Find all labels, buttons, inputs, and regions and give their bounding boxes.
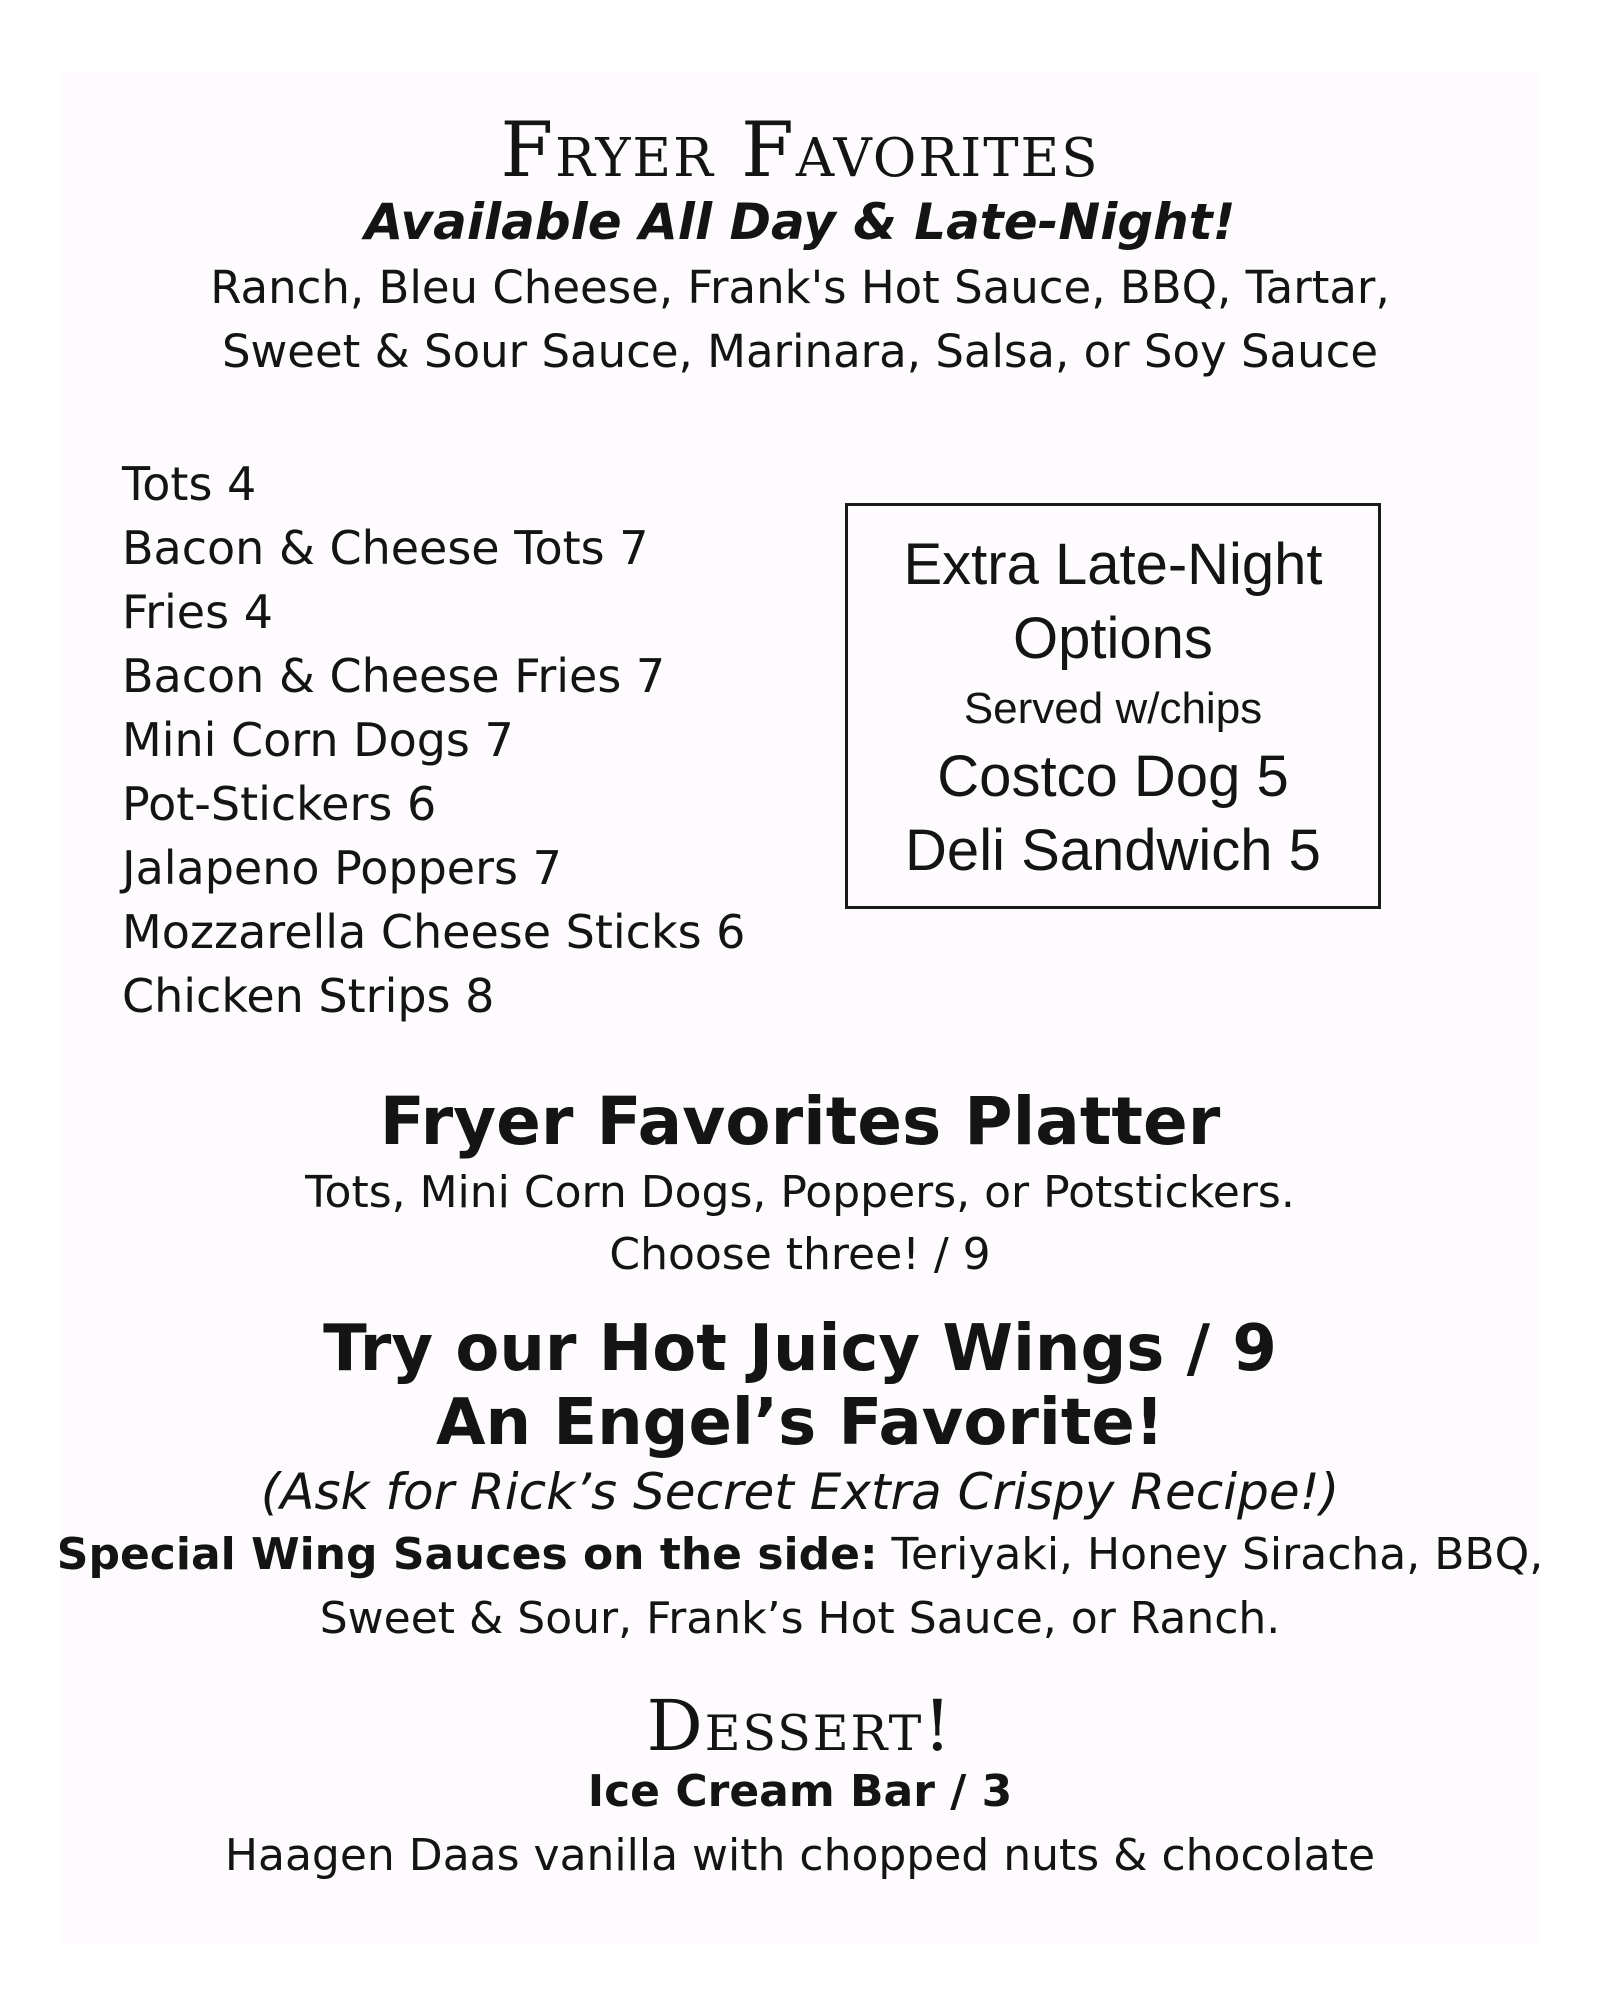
- wings-subtitle: An Engel’s Favorite!: [435, 1386, 1165, 1460]
- wings-title: Try our Hot Juicy Wings / 9: [323, 1312, 1277, 1386]
- menu-item: Fries 4: [122, 585, 273, 639]
- wing-sauces-label: Special Wing Sauces on the side:: [56, 1529, 878, 1580]
- fryer-favorites-subtitle: Available All Day & Late-Night!: [364, 193, 1236, 251]
- fryer-favorites-title: Fryer Favorites: [500, 105, 1100, 194]
- wing-sauces-line-1: [0, 1524, 1600, 1586]
- dipping-sauces-line-1: Ranch, Bleu Cheese, Frank's Hot Sauce, BBQ, Tartar,: [210, 261, 1390, 314]
- dessert-item: Ice Cream Bar / 3: [587, 1766, 1013, 1817]
- menu-item: Tots 4: [122, 457, 257, 511]
- menu-item: Bacon & Cheese Tots 7: [122, 521, 649, 575]
- wing-sauces-list: Teriyaki, Honey Siracha, BBQ,: [877, 1529, 1544, 1580]
- wing-sauces-line-2: Sweet & Sour, Frank’s Hot Sauce, or Ranch.: [319, 1593, 1281, 1644]
- menu-item: Pot-Stickers 6: [122, 777, 437, 831]
- late-night-title-line-1: Extra Late-Night: [903, 532, 1323, 597]
- dessert-title: Dessert!: [646, 1685, 954, 1767]
- fryer-items-list: [122, 452, 745, 1028]
- menu-item: Mozzarella Cheese Sticks 6: [122, 905, 746, 959]
- menu-item: Chicken Strips 8: [122, 969, 495, 1023]
- platter-description: Tots, Mini Corn Dogs, Poppers, or Potstickers.: [305, 1167, 1295, 1218]
- menu-item: Jalapeno Poppers 7: [122, 841, 562, 895]
- late-night-item: Costco Dog 5: [937, 744, 1289, 809]
- late-night-item: Deli Sandwich 5: [905, 818, 1321, 883]
- served-with-chips: Served w/chips: [963, 684, 1263, 733]
- menu-item: Mini Corn Dogs 7: [122, 713, 514, 767]
- late-night-options-box: [845, 503, 1381, 909]
- dessert-description: Haagen Daas vanilla with chopped nuts & chocolate: [224, 1830, 1376, 1881]
- platter-title: Fryer Favorites Platter: [379, 1083, 1221, 1160]
- platter-price: Choose three! / 9: [609, 1229, 991, 1280]
- late-night-title: [848, 528, 1378, 676]
- menu-item: Bacon & Cheese Fries 7: [122, 649, 666, 703]
- late-night-title-line-2: Options: [1013, 606, 1213, 671]
- wings-secret-recipe-note: (Ask for Rick’s Secret Extra Crispy Recipe!): [260, 1463, 1340, 1521]
- dipping-sauces-line-2: Sweet & Sour Sauce, Marinara, Salsa, or Soy Sauce: [221, 325, 1379, 378]
